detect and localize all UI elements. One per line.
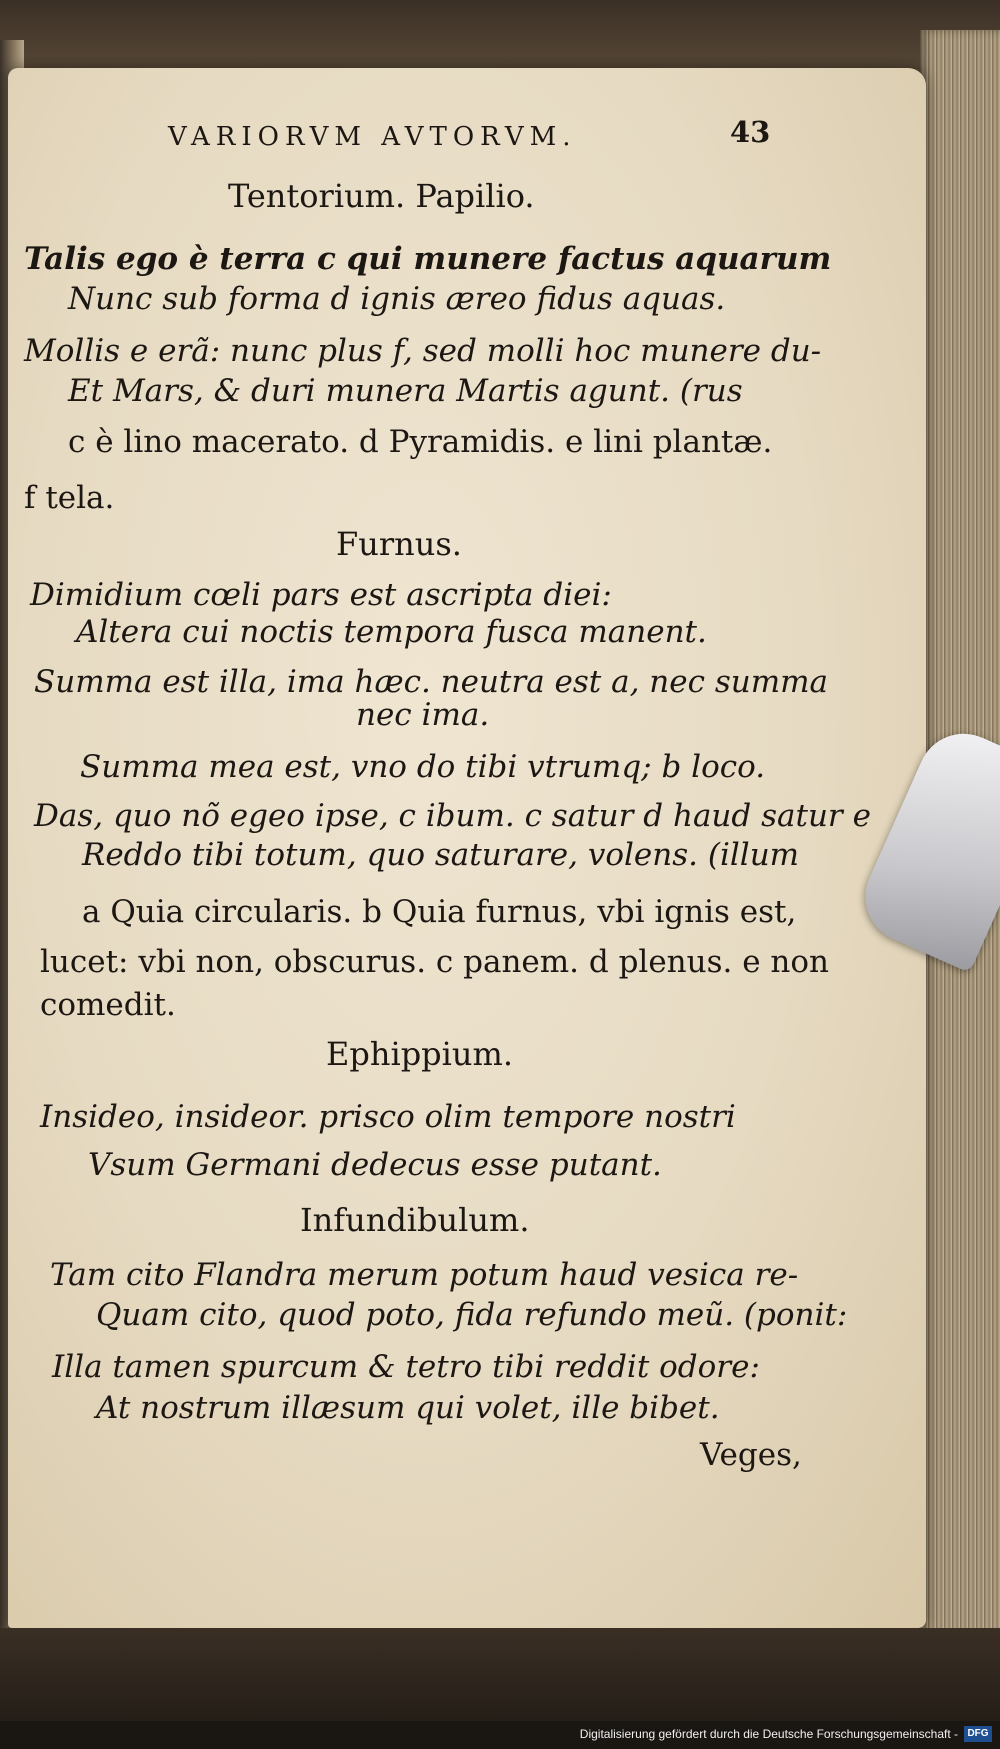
heading-infundibulum: Infundibulum. xyxy=(300,1201,530,1239)
page-number: 43 xyxy=(730,115,771,149)
gloss-line: a Quia circularis. b Quia furnus, vbi ignis est, xyxy=(82,894,797,930)
verse-line: Tam cito Flandra merum potum haud vesica re- xyxy=(50,1257,799,1293)
verse-line: Reddo tibi totum, quo saturare, volens. (illum xyxy=(82,837,800,873)
verse-line: Das, quo nõ egeo ipse, c ibum. c satur d haud satur e xyxy=(34,798,871,834)
catchword: Veges, xyxy=(700,1437,802,1473)
heading-furnus: Furnus. xyxy=(336,525,462,563)
verse-line: Et Mars, & duri munera Martis agunt. (rus xyxy=(68,373,743,409)
gloss-line: f tela. xyxy=(24,480,115,516)
dfg-logo: DFG xyxy=(964,1726,992,1742)
verse-line: Summa mea est, vno do tibi vtrumq; b loco. xyxy=(80,749,766,785)
gloss-line: comedit. xyxy=(40,987,176,1023)
heading-tentorium: Tentorium. Papilio. xyxy=(228,177,535,215)
background-top xyxy=(0,0,1000,78)
running-title: VARIORVM AVTORVM. xyxy=(168,122,577,152)
verse-line: Altera cui noctis tempora fusca manent. xyxy=(76,614,707,650)
gloss-line: c è lino macerato. d Pyramidis. e lini plantæ. xyxy=(68,424,773,460)
footer-credit: Digitalisierung gefördert durch die Deutsche Forschungsgemeinschaft - xyxy=(579,1727,958,1741)
verse-line: Vsum Germani dedecus esse putant. xyxy=(88,1147,662,1183)
verse-line: nec ima. xyxy=(356,697,490,733)
verse-line: Summa est illa, ima hæc. neutra est a, nec summa xyxy=(34,664,828,700)
heading-ephippium: Ephippium. xyxy=(326,1035,514,1073)
gloss-line: lucet: vbi non, obscurus. c panem. d plenus. e non xyxy=(40,944,830,980)
verse-line: Nunc sub forma d ignis æreo fidus aquas. xyxy=(68,281,726,317)
verse-line: Insideo, insideor. prisco olim tempore nostri xyxy=(40,1099,736,1135)
verse-line: At nostrum illæsum qui volet, ille bibet. xyxy=(96,1390,720,1426)
verse-line: Quam cito, quod poto, fida refundo meũ. (ponit: xyxy=(96,1297,848,1333)
verse-line: Talis ego è terra c qui munere factus aquarum xyxy=(24,241,832,277)
verse-line: Illa tamen spurcum & tetro tibi reddit odore: xyxy=(52,1349,760,1385)
verse-line: Mollis e erã: nunc plus f, sed molli hoc munere du- xyxy=(24,333,822,369)
verse-line: Dimidium cœli pars est ascripta diei: xyxy=(30,577,612,613)
